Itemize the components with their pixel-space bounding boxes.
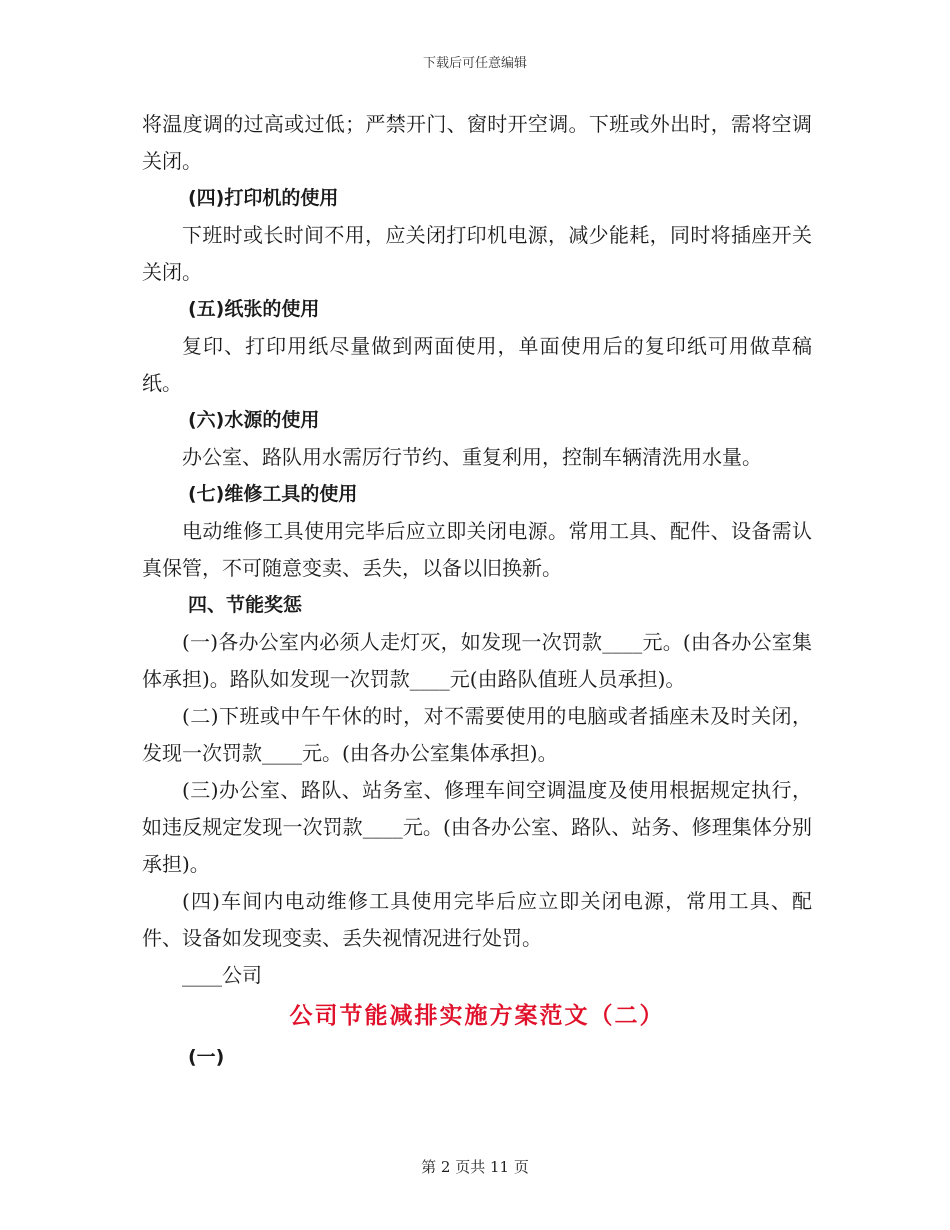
body-paragraph-printer: 下班时或长时间不用，应关闭打印机电源，减少能耗，同时将插座开关关闭。 [142,223,812,284]
section-heading-water: (六)水源的使用 [188,409,320,431]
section-heading-rewards-penalties: 四、节能奖惩 [188,594,303,616]
body-paragraph-penalty-4: (四)车间内电动维修工具使用完毕后应立即关闭电源，常用工具、配件、设备如发现变卖、丢失视情况进行处罚。 [142,889,812,950]
section-heading-printer: (四)打印机的使用 [188,187,339,209]
section-heading-paper: (五)纸张的使用 [188,298,320,320]
body-paragraph-paper: 复印、打印用纸尽量做到两面使用，单面使用后的复印纸可用做草稿纸。 [142,334,812,395]
company-signature-line: ____公司 [182,963,262,987]
body-paragraph-penalty-1: (一)各办公室内必须人走灯灭，如发现一次罚款____元。(由各办公室集体承担)。路队如发现一次罚款____元(由路队值班人员承担)。 [142,630,812,691]
body-paragraph-tools: 电动维修工具使用完毕后应立即关闭电源。常用工具、配件、设备需认真保管，不可随意变卖、丢失，以备以旧换新。 [142,519,812,580]
body-paragraph-penalty-2: (二)下班或中午午休的时，对不需要使用的电脑或者插座未及时关闭，发现一次罚款____元。(由各办公室集体承担)。 [142,704,812,765]
page-footer: 第 2 页共 11 页 [421,1158,529,1176]
document-body [142,106,812,1076]
body-paragraph-aircon-end: 将温度调的过高或过低；严禁开门、窗时开空调。下班或外出时，需将空调关闭。 [142,112,812,173]
body-paragraph-penalty-3: (三)办公室、路队、站务室、修理车间空调温度及使用根据规定执行，如违反规定发现一次罚款____元。(由各办公室、路队、站务、修理集体分别承担)。 [142,778,812,876]
section-heading-one: (一) [188,1046,225,1068]
body-paragraph-water: 办公室、路队用水需厉行节约、重复利用，控制车辆清洗用水量。 [182,445,762,469]
document-title-part-two: 公司节能减排实施方案范文（二） [289,1003,665,1029]
section-heading-tools: (七)维修工具的使用 [188,483,358,505]
page-header: 下载后可任意编辑 [422,56,527,71]
